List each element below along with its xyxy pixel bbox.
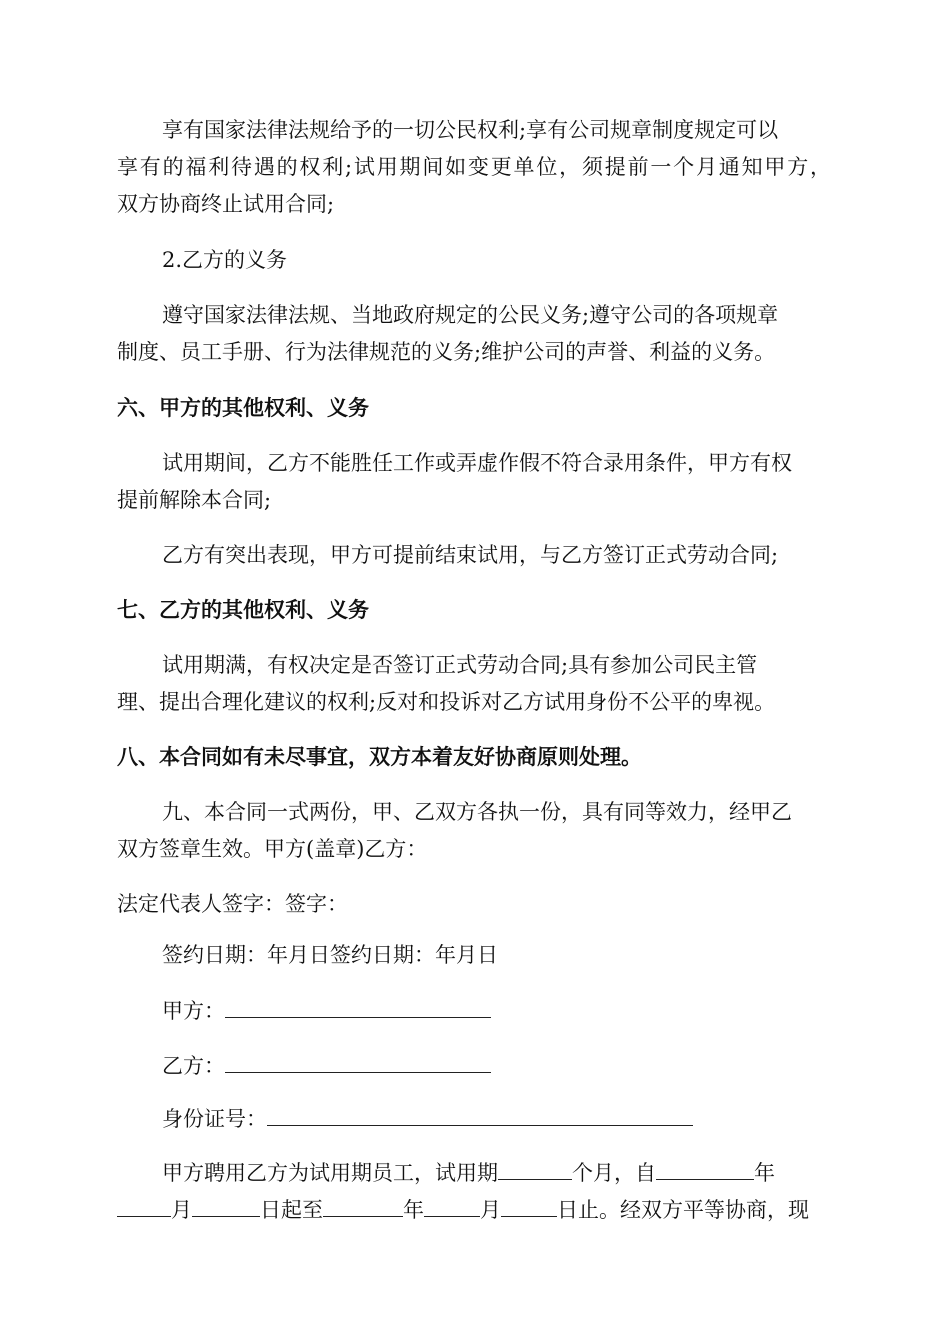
item-party-b-duties: 2.乙方的义务 [162, 248, 288, 272]
probation-text-e: 日起至 [260, 1198, 323, 1222]
probation-text-a: 甲方聘用乙方为试用期员工，试用期 [162, 1161, 498, 1185]
id-number-label: 身份证号： [162, 1107, 267, 1131]
paragraph-copies-line-2: 双方签章生效。甲方(盖章)乙方： [117, 837, 428, 861]
heading-section-8: 八、本合同如有未尽事宜，双方本着友好协商原则处理。 [117, 744, 642, 769]
paragraph-duties-line-1: 遵守国家法律法规、当地政府规定的公民义务;遵守公司的各项规章 [162, 303, 779, 327]
party-b-field [162, 1050, 491, 1081]
probation-text-f: 年 [403, 1198, 424, 1222]
party-b-label: 乙方： [162, 1054, 225, 1078]
legal-representative-signature: 法定代表人签字：签字： [117, 892, 348, 916]
paragraph-early-end: 乙方有突出表现，甲方可提前结束试用，与乙方签订正式劳动合同; [162, 543, 779, 567]
id-number-field [162, 1103, 693, 1134]
paragraph-duties-line-2: 制度、员工手册、行为法律规范的义务;维护公司的声誉、利益的义务。 [117, 340, 776, 364]
end-day-blank[interactable] [501, 1194, 557, 1217]
party-a-field [162, 995, 491, 1026]
heading-section-7: 七、乙方的其他权利、义务 [117, 597, 369, 622]
paragraph-copies-line-1: 九、本合同一式两份，甲、乙双方各执一份，具有同等效力，经甲乙 [162, 800, 792, 824]
probation-months-blank[interactable] [498, 1157, 572, 1180]
end-month-blank[interactable] [424, 1194, 480, 1217]
probation-text-d: 月 [171, 1198, 192, 1222]
paragraph-rights-line-1: 享有国家法律法规给予的一切公民权利;享有公司规章制度规定可以 [162, 118, 779, 142]
paragraph-rights-line-2: 享有的福利待遇的权利;试用期间如变更单位，须提前一个月通知甲方， [117, 155, 831, 179]
probation-text-c: 年 [754, 1161, 775, 1185]
start-day-blank[interactable] [192, 1194, 260, 1217]
end-year-blank[interactable] [323, 1194, 403, 1217]
probation-period-line-1 [162, 1157, 775, 1188]
probation-text-g: 月 [480, 1198, 501, 1222]
paragraph-termination-line-2: 提前解除本合同; [117, 488, 272, 512]
probation-text-b: 个月，自 [572, 1161, 656, 1185]
probation-text-h: 日止。经双方平等协商，现 [557, 1198, 809, 1222]
start-month-blank[interactable] [117, 1194, 171, 1217]
party-b-blank[interactable] [225, 1050, 491, 1073]
party-a-label: 甲方： [162, 999, 225, 1023]
heading-section-6: 六、甲方的其他权利、义务 [117, 395, 369, 420]
party-a-blank[interactable] [225, 995, 491, 1018]
paragraph-termination-line-1: 试用期间，乙方不能胜任工作或弄虚作假不符合录用条件，甲方有权 [162, 451, 792, 475]
paragraph-rights-line-3: 双方协商终止试用合同; [117, 192, 335, 216]
paragraph-probation-end-line-1: 试用期满，有权决定是否签订正式劳动合同;具有参加公司民主管 [162, 653, 758, 677]
signing-dates: 签约日期：年月日签约日期：年月日 [162, 943, 498, 967]
id-number-blank[interactable] [267, 1103, 693, 1126]
paragraph-probation-end-line-2: 理、提出合理化建议的权利;反对和投诉对乙方试用身份不公平的卑视。 [117, 690, 776, 714]
probation-period-line-2 [117, 1194, 809, 1225]
start-year-blank[interactable] [656, 1157, 754, 1180]
